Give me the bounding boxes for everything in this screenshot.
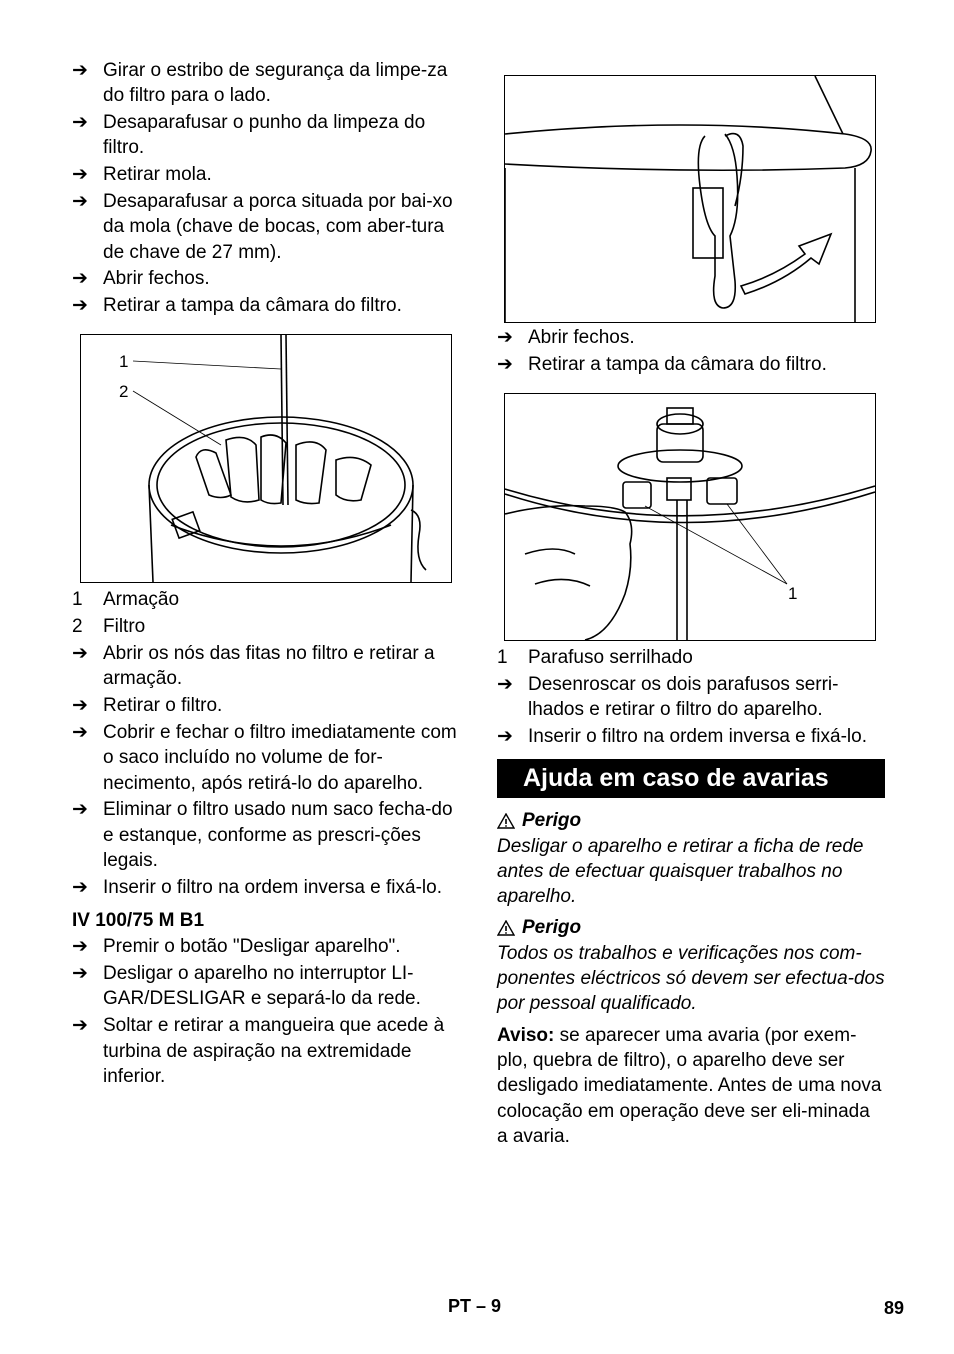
step-item: ➔ Desenroscar os dois parafusos serri-lhados e retirar o filtro do aparelho. — [497, 673, 839, 721]
callout-1: 1 — [788, 584, 798, 604]
step-item: ➔ Desaparafusar o punho da limpeza do filtro. — [72, 112, 426, 159]
warning-triangle-icon — [497, 920, 515, 936]
arrow-right-icon: ➔ — [72, 876, 88, 898]
warning-text: Desligar o aparelho e retirar a ficha de rede antes de efectuar quaisquer trabalhos no aparelho. — [497, 835, 864, 908]
warning-triangle-icon — [497, 813, 515, 829]
legend-1 — [72, 587, 464, 639]
footer-section-label: PT – 9 — [448, 1296, 502, 1316]
notice-label: Aviso: — [497, 1024, 555, 1046]
step-item: ➔ Retirar o filtro. — [72, 693, 464, 718]
legend-item: 2 Filtro — [72, 616, 146, 638]
arrow-right-icon: ➔ — [72, 164, 88, 186]
arrow-right-icon: ➔ — [72, 60, 88, 81]
arrow-right-icon: ➔ — [72, 695, 88, 717]
arrow-right-icon: ➔ — [72, 190, 88, 212]
notice-paragraph: Aviso: se aparecer uma avaria (por exem-plo, quebra de filtro), o aparelho deve ser desligado imediatamente. Antes de uma nova colocação em operação deve ser eli-minada a avaria. — [497, 1024, 882, 1147]
arrow-right-icon: ➔ — [72, 936, 88, 958]
step-item: ➔ Desaparafusar a porca situada por bai-xo da mola (chave de bocas, com aber-tura de chave de 27 mm). — [72, 190, 453, 263]
step-item: ➔ Retirar a tampa da câmara do filtro. — [497, 352, 885, 377]
arrow-right-icon: ➔ — [72, 295, 88, 317]
step-item: ➔ Soltar e retirar a mangueira que acede à turbina de aspiração na extremidade inferior. — [72, 1015, 445, 1087]
figure-filter-frame — [80, 334, 452, 583]
warning-heading: Perigo — [497, 808, 885, 833]
legend-item: 1 Parafuso serrilhado — [497, 647, 693, 669]
step-item: ➔ Abrir fechos. — [72, 266, 464, 291]
arrow-right-icon: ➔ — [72, 1015, 88, 1037]
step-item: ➔ Girar o estribo de segurança da limpe-za do filtro para o lado. — [72, 60, 448, 107]
legend-item: 1 Armação — [72, 589, 180, 611]
right-column — [497, 75, 885, 1149]
arrow-right-icon: ➔ — [72, 721, 88, 743]
arrow-right-icon: ➔ — [72, 643, 88, 665]
step-item: ➔ Abrir os nós das fitas no filtro e retirar a armação. — [72, 643, 435, 690]
knurled-screw-illustration — [505, 394, 875, 640]
arrow-right-icon: ➔ — [72, 112, 88, 134]
step-item: ➔ Inserir o filtro na ordem inversa e fixá-lo. — [72, 875, 464, 900]
step-list-1 — [72, 58, 464, 318]
left-column — [72, 58, 464, 1091]
arrow-right-icon: ➔ — [497, 353, 513, 375]
right-step-list-2 — [497, 672, 885, 749]
callout-1: 1 — [119, 352, 129, 372]
step-item: ➔ Retirar a tampa da câmara do filtro. — [72, 293, 464, 318]
warning-heading: Perigo — [497, 915, 885, 940]
callout-2: 2 — [119, 382, 129, 402]
step-item: ➔ Premir o botão "Desligar aparelho". — [72, 934, 464, 959]
warning-text: Todos os trabalhos e verificações nos com-ponentes eléctricos só devem ser efectua-dos por pessoal qualificado. — [497, 942, 885, 1015]
step-list-2 — [72, 641, 464, 900]
step-item: ➔ Desligar o aparelho no interruptor LI-GAR/DESLIGAR e separá-lo da rede. — [72, 963, 421, 1010]
step-item: ➔ Retirar mola. — [72, 162, 464, 187]
right-step-list-1 — [497, 325, 885, 377]
figure-knurled-screws — [504, 393, 876, 641]
step-item: ➔ Abrir fechos. — [497, 325, 885, 350]
arrow-right-icon: ➔ — [497, 327, 513, 348]
arrow-right-icon: ➔ — [497, 725, 513, 747]
figure-lid-clamp — [504, 75, 876, 323]
model-subheading: IV 100/75 M B1 — [72, 910, 205, 932]
filter-container-illustration — [81, 335, 451, 582]
page-number: 89 — [884, 1298, 905, 1318]
step-item: ➔ Cobrir e fechar o filtro imediatamente com o saco incluído no volume de for-necimento, após retirá-lo do aparelho. — [72, 721, 457, 794]
step-item: ➔ Inserir o filtro na ordem inversa e fixá-lo. — [497, 724, 885, 749]
section-title: Ajuda em caso de avarias — [497, 759, 885, 798]
arrow-right-icon: ➔ — [72, 963, 88, 985]
arrow-right-icon: ➔ — [72, 268, 88, 290]
arrow-right-icon: ➔ — [72, 799, 88, 821]
step-list-3 — [72, 934, 464, 1089]
step-item: ➔ Eliminar o filtro usado num saco fecha-do e estanque, conforme as prescri-ções legais. — [72, 799, 453, 871]
lid-clamp-illustration — [505, 76, 875, 322]
arrow-right-icon: ➔ — [497, 673, 513, 695]
legend-2 — [497, 645, 885, 670]
